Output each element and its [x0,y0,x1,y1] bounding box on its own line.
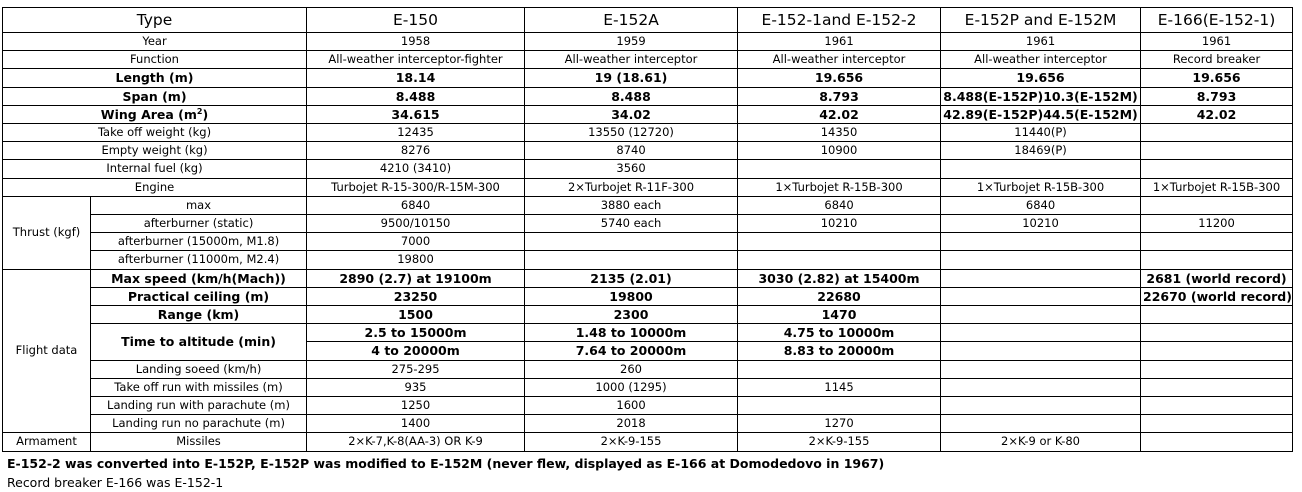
value-cell: 1470 [738,306,941,324]
value-cell [1141,378,1293,396]
value-cell: 22670 (world record) [1141,287,1293,305]
row-label: Engine [3,178,307,196]
table-row [3,160,1293,178]
value-cell: 19.656 [941,69,1141,87]
value-cell: 6840 [307,196,525,214]
value-cell: 23250 [307,287,525,305]
value-cell: 14350 [738,124,941,142]
value-cell: 2×K-9-155 [525,433,738,451]
header-model: E-150 [307,8,525,33]
group-label-thrust: Thrust (kgf) [3,196,91,269]
value-cell: All-weather interceptor [525,51,738,69]
row-label: Practical ceiling (m) [91,287,307,305]
value-cell: 6840 [738,196,941,214]
value-cell [738,160,941,178]
value-cell: All-weather interceptor [738,51,941,69]
row-label: Function [3,51,307,69]
table-row [3,397,1293,415]
value-cell: 275-295 [307,360,525,378]
table-row [3,87,1293,105]
row-label: afterburner (static) [91,215,307,233]
value-cell: 1×Turbojet R-15B-300 [941,178,1141,196]
value-cell: 42.02 [1141,105,1293,123]
value-cell: 4210 (3410) [307,160,525,178]
value-cell: 3880 each [525,196,738,214]
spec-table [2,7,1293,452]
header-model: E-166(E-152-1) [1141,8,1293,33]
value-cell: All-weather interceptor-fighter [307,51,525,69]
row-label: Max speed (km/h(Mach)) [91,269,307,287]
value-cell [941,415,1141,433]
value-cell: 2×Turbojet R-11F-300 [525,178,738,196]
value-cell: 3560 [525,160,738,178]
table-row [3,196,1293,214]
value-cell: 13550 (12720) [525,124,738,142]
value-cell [1141,124,1293,142]
row-label: Missiles [91,433,307,451]
value-cell: 22680 [738,287,941,305]
value-cell: 10210 [738,215,941,233]
table-row [3,233,1293,251]
value-cell [941,269,1141,287]
header-model: E-152P and E-152M [941,8,1141,33]
footnotes [7,455,884,492]
value-cell [1141,397,1293,415]
table-row [3,415,1293,433]
row-label: Internal fuel (kg) [3,160,307,178]
table-row [3,124,1293,142]
value-cell [941,324,1141,342]
header-model: E-152-1and E-152-2 [738,8,941,33]
row-label-text: Wing Area (m [100,106,197,122]
row-label: max [91,196,307,214]
value-cell: 4 to 20000m [307,342,525,360]
group-label-flight: Flight data [3,269,91,433]
value-cell [1141,142,1293,160]
footnote-2: Record breaker E-166 was E-152-1 [7,475,224,490]
value-cell [738,233,941,251]
value-cell [941,251,1141,269]
value-cell: 1.48 to 10000m [525,324,738,342]
superscript: 2 [196,106,203,116]
value-cell: 11200 [1141,215,1293,233]
value-cell [941,378,1141,396]
row-label: Take off weight (kg) [3,124,307,142]
table-row [3,287,1293,305]
row-label: Span (m) [3,87,307,105]
table-row [3,33,1293,51]
table-row [3,105,1293,123]
row-label: Landing run with parachute (m) [91,397,307,415]
value-cell: 5740 each [525,215,738,233]
value-cell [941,160,1141,178]
value-cell [1141,415,1293,433]
value-cell [1141,251,1293,269]
value-cell: 2×K-9 or K-80 [941,433,1141,451]
value-cell [1141,324,1293,342]
value-cell: Record breaker [1141,51,1293,69]
value-cell: 12435 [307,124,525,142]
row-label: Length (m) [3,69,307,87]
value-cell: 260 [525,360,738,378]
value-cell: 2×K-9-155 [738,433,941,451]
row-label: Empty weight (kg) [3,142,307,160]
value-cell [525,251,738,269]
row-label: afterburner (15000m, M1.8) [91,233,307,251]
value-cell: 19.656 [738,69,941,87]
row-label: Take off run with missiles (m) [91,378,307,396]
value-cell [738,360,941,378]
value-cell [1141,196,1293,214]
footnote-1: E-152-2 was converted into E-152P, E-152P was modified to E-152M (never flew, displayed as E-166 at Domodedovo in 1967) [7,456,885,471]
value-cell: 19 (18.61) [525,69,738,87]
value-cell: 1961 [738,33,941,51]
value-cell: All-weather interceptor [941,51,1141,69]
value-cell: 2.5 to 15000m [307,324,525,342]
table-row [3,178,1293,196]
header-type: Type [3,8,307,33]
value-cell [1141,342,1293,360]
value-cell [941,233,1141,251]
value-cell: 2135 (2.01) [525,269,738,287]
value-cell: 1961 [1141,33,1293,51]
table-row [3,69,1293,87]
row-label: Range (km) [91,306,307,324]
table-row [3,360,1293,378]
table-row [3,142,1293,160]
value-cell: 3030 (2.82) at 15400m [738,269,941,287]
value-cell: 2681 (world record) [1141,269,1293,287]
value-cell [941,306,1141,324]
value-cell: 1400 [307,415,525,433]
value-cell: 8.488 [307,87,525,105]
value-cell: 935 [307,378,525,396]
row-label-end: ) [202,106,209,122]
row-label [3,105,307,123]
value-cell: 8.488(E-152P)10.3(E-152M) [941,87,1141,105]
value-cell: 2300 [525,306,738,324]
value-cell: 1600 [525,397,738,415]
value-cell: 19800 [525,287,738,305]
row-label: afterburner (11000m, M2.4) [91,251,307,269]
value-cell: 42.02 [738,105,941,123]
value-cell: 18.14 [307,69,525,87]
value-cell: 2×K-7,K-8(AA-3) OR K-9 [307,433,525,451]
value-cell: 1270 [738,415,941,433]
value-cell: 8.793 [1141,87,1293,105]
value-cell: 10210 [941,215,1141,233]
value-cell [738,251,941,269]
value-cell: 8.488 [525,87,738,105]
table-row [3,378,1293,396]
row-label: Landing soeed (km/h) [91,360,307,378]
value-cell [1141,433,1293,451]
value-cell: 1958 [307,33,525,51]
value-cell: 34.615 [307,105,525,123]
value-cell: 8.83 to 20000m [738,342,941,360]
value-cell: 1961 [941,33,1141,51]
table-row [3,51,1293,69]
value-cell [1141,306,1293,324]
value-cell: 6840 [941,196,1141,214]
value-cell: 8.793 [738,87,941,105]
value-cell: 8740 [525,142,738,160]
value-cell: 19.656 [1141,69,1293,87]
value-cell [941,287,1141,305]
group-label-armament: Armament [3,433,91,451]
value-cell [941,360,1141,378]
table-row [3,251,1293,269]
value-cell: 1959 [525,33,738,51]
value-cell: 10900 [738,142,941,160]
table-row [3,8,1293,33]
value-cell: 18469(P) [941,142,1141,160]
table-row [3,306,1293,324]
value-cell [941,397,1141,415]
value-cell: 2018 [525,415,738,433]
value-cell [525,233,738,251]
header-model: E-152A [525,8,738,33]
value-cell: 1145 [738,378,941,396]
value-cell [1141,160,1293,178]
value-cell: Turbojet R-15-300/R-15M-300 [307,178,525,196]
value-cell: 1000 (1295) [525,378,738,396]
value-cell: 1×Turbojet R-15B-300 [1141,178,1293,196]
table-row [3,433,1293,451]
table-row [3,269,1293,287]
value-cell: 1500 [307,306,525,324]
value-cell: 8276 [307,142,525,160]
value-cell: 42.89(E-152P)44.5(E-152M) [941,105,1141,123]
row-label: Landing run no parachute (m) [91,415,307,433]
value-cell [941,342,1141,360]
row-label: Year [3,33,307,51]
value-cell: 34.02 [525,105,738,123]
row-label: Time to altitude (min) [91,324,307,360]
table-row [3,324,1293,342]
value-cell: 11440(P) [941,124,1141,142]
value-cell: 7000 [307,233,525,251]
value-cell: 4.75 to 10000m [738,324,941,342]
value-cell [1141,360,1293,378]
value-cell: 7.64 to 20000m [525,342,738,360]
value-cell: 9500/10150 [307,215,525,233]
value-cell: 1250 [307,397,525,415]
value-cell: 1×Turbojet R-15B-300 [738,178,941,196]
value-cell: 2890 (2.7) at 19100m [307,269,525,287]
value-cell [738,397,941,415]
table-row [3,215,1293,233]
value-cell [1141,233,1293,251]
value-cell: 19800 [307,251,525,269]
